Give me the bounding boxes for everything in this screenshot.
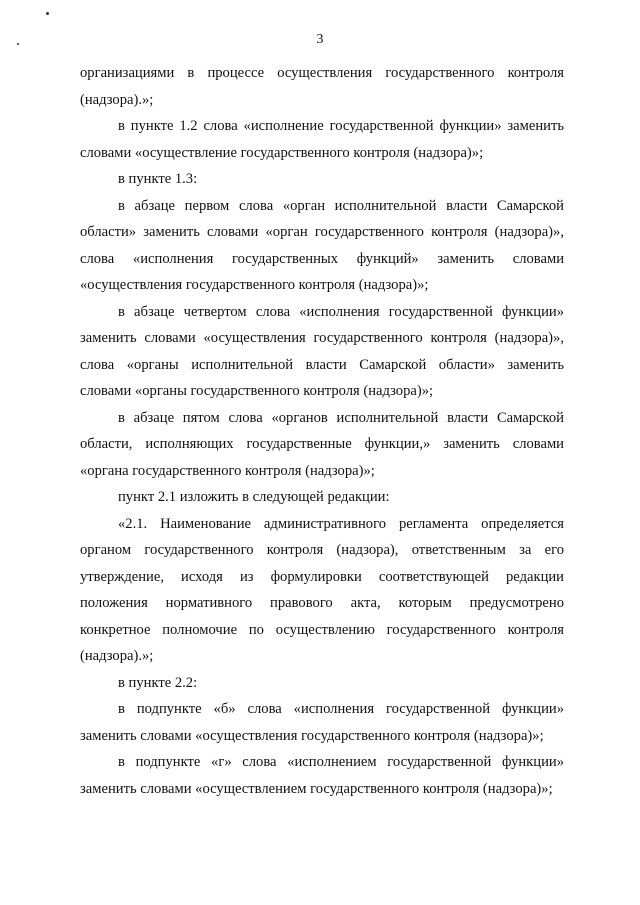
- paragraph: в пункте 2.2:: [118, 674, 198, 691]
- paragraph: в пункте 1.3:: [118, 171, 198, 187]
- paragraph: «2.1. Наименование административного регламента определяется органом государственного контроля (надзора), ответственным за его утверждение, исходя из формулировки соответствующей редакции положения нормативного правового акта, которым предусмотрено конкретное полномочие по осуществлению государственного контроля (надзора).»;: [80, 515, 564, 664]
- scan-speck: [46, 12, 49, 15]
- paragraph: в пункте 1.2 слова «исполнение государственной функции» заменить словами «осуществление государственного контроля (надзора)»;: [80, 118, 564, 161]
- document-body: [80, 60, 564, 802]
- paragraph: в абзаце первом слова «орган исполнительной власти Самарской области» заменить словами «орган государственного контроля (надзора)», слова «исполнения государственных функций» заменить словами «осуществления государственного контроля (надзора)»;: [80, 197, 564, 293]
- paragraph: в подпункте «г» слова «исполнением государственной функции» заменить словами «осуществлением государственного контроля (надзора)»;: [80, 754, 564, 797]
- page-number: 3: [316, 32, 324, 47]
- paragraph: организациями в процессе осуществления государственного контроля (надзора).»;: [80, 65, 564, 108]
- paragraph: в подпункте «б» слова «исполнения государственной функции» заменить словами «осуществления государственного контроля (надзора)»;: [80, 701, 564, 744]
- paragraph: в абзаце четвертом слова «исполнения государственной функции» заменить словами «осуществления государственного контроля (надзора)», слова «органы исполнительной власти Самарской области» заменить словами «органы государственного контроля (надзора)»;: [80, 303, 564, 399]
- paragraph: в абзаце пятом слова «органов исполнительной власти Самарской области, исполняющих государственные функции,» заменить словами «органа государственного контроля (надзора)»;: [80, 409, 564, 479]
- paragraph: пункт 2.1 изложить в следующей редакции:: [118, 489, 390, 505]
